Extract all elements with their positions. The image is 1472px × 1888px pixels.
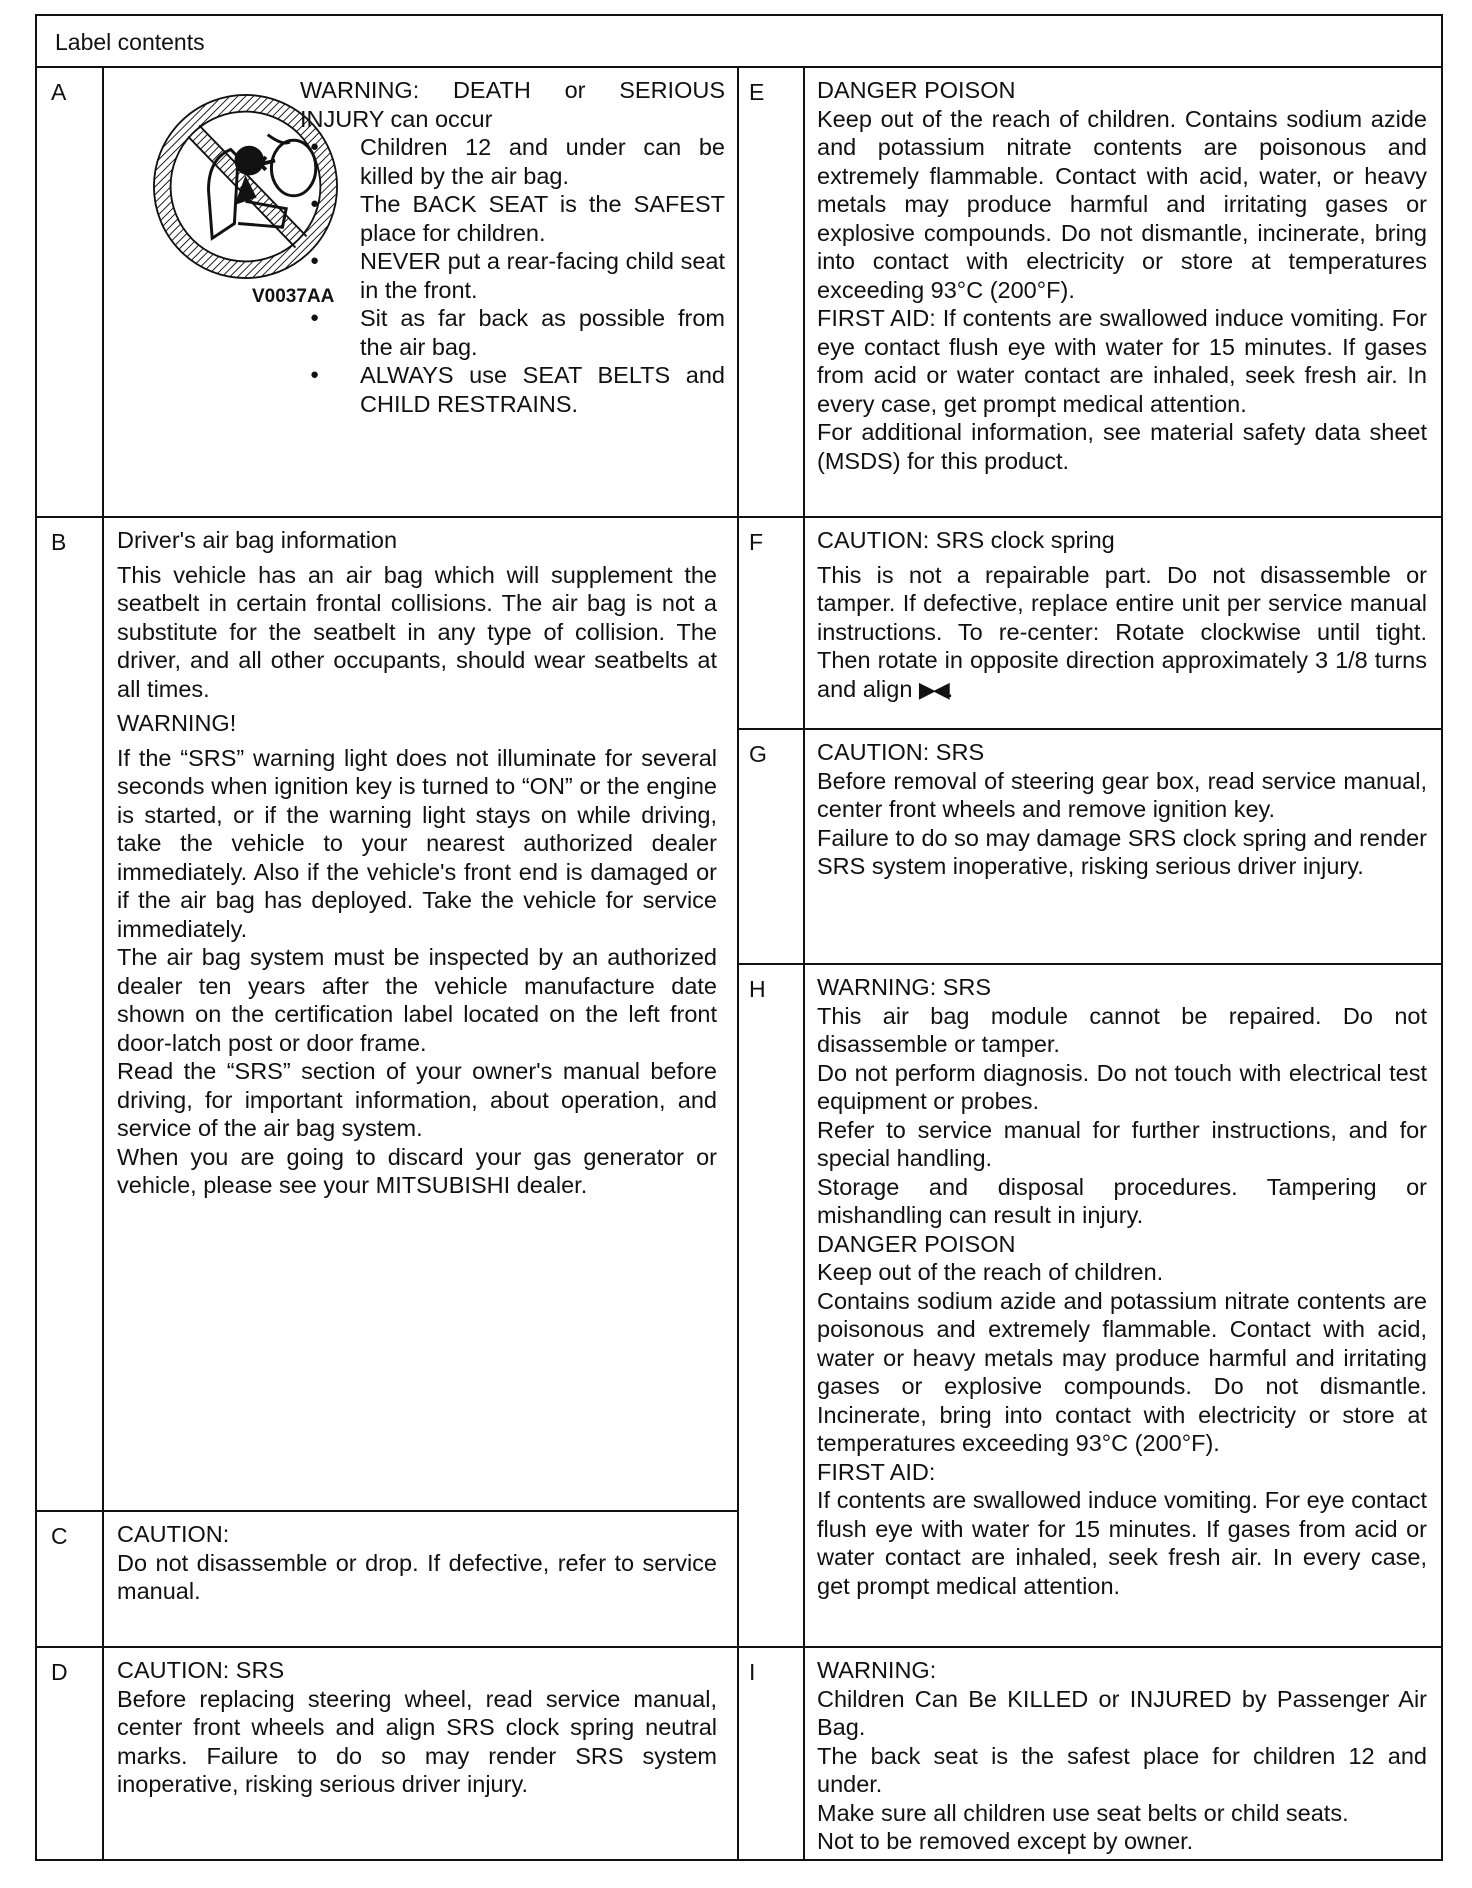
cell-b-paragraph: The air bag system must be inspected by an authorized dealer ten years after the vehicle manufacture date shown on the certification label located on the left front door-latch post or door frame. <box>117 944 717 1056</box>
cell-d-paragraph: Before replacing steering wheel, read service manual, center front wheels and align SRS clock spring neutral marks. Failure to do so may render SRS system inoperative, risking serious driver injury. <box>117 1685 717 1797</box>
cell-a-bullet-list <box>300 133 725 418</box>
cell-f-period: . <box>946 675 954 702</box>
cell-h-paragraph: Keep out of the reach of children. <box>817 1259 1164 1285</box>
cell-c-title: CAUTION: <box>117 1521 230 1547</box>
row-label-c: C <box>51 1523 68 1549</box>
cell-i-paragraph: The back seat is the safest place for children 12 and under. <box>817 1742 1427 1797</box>
cell-h-subtitle: DANGER POISON <box>817 1230 1016 1257</box>
cell-d-title: CAUTION: SRS <box>117 1657 285 1683</box>
cell-b <box>117 526 717 1200</box>
cell-g-paragraph: Before removal of steering gear box, read service manual, center front wheels and remove ignition key. <box>817 767 1427 822</box>
cell-b-paragraph: When you are going to discard your gas generator or vehicle, please see your MITSUBISHI dealer. <box>117 1143 717 1198</box>
cell-f-title: CAUTION: SRS clock spring <box>817 527 1115 553</box>
row-divider-f-g <box>737 728 1441 730</box>
cell-i <box>817 1656 1427 1856</box>
cell-e-paragraph: For additional information, see material safety data sheet (MSDS) for this product. <box>817 419 1427 474</box>
row-label-b: B <box>51 529 67 555</box>
align-mark-icon: ▶◀ <box>918 676 947 702</box>
cell-c-paragraph: Do not disassemble or drop. If defective, refer to service manual. <box>117 1549 717 1604</box>
cell-h-paragraph: If contents are swallowed induce vomiting. For eye contact flush eye with water for 15 minutes. If gases from acid or water contact are inhaled, seek fresh air. In every case, get prompt medical attention. <box>817 1487 1427 1599</box>
cell-g-paragraph: Failure to do so may damage SRS clock spring and render SRS system inoperative, risking serious driver injury. <box>817 824 1428 879</box>
row-label-d: D <box>51 1659 68 1685</box>
cell-h <box>817 973 1427 1600</box>
cell-b-warning: WARNING! <box>117 710 237 736</box>
cell-a-bullet: ● NEVER put a rear-facing child seat in the front. <box>300 247 725 304</box>
right-label-column-divider <box>803 66 805 1859</box>
cell-a-bullet: ● ALWAYS use SEAT BELTS and CHILD RESTRAINS. <box>300 361 725 418</box>
cell-d <box>117 1656 717 1799</box>
cell-e-paragraph: FIRST AID: If contents are swallowed induce vomiting. For eye contact flush eye with water for 15 minutes. If gases from acid or water contact are inhaled, seek fresh air. In every case, get prompt medical attention. <box>817 305 1427 417</box>
cell-b-title: Driver's air bag information <box>117 527 398 553</box>
cell-h-paragraph: Refer to service manual for further instructions, and for special handling. <box>817 1116 1427 1171</box>
cell-g <box>817 738 1427 881</box>
row-divider-g-h <box>737 963 1441 965</box>
left-label-column-divider <box>102 66 104 1859</box>
cell-a-bullet: ● The BACK SEAT is the SAFEST place for children. <box>300 190 725 247</box>
cell-a-title: WARNING: DEATH or SERIOUS INJURY can occur <box>300 77 725 132</box>
row-label-e: E <box>749 79 765 105</box>
cell-i-paragraph: Children Can Be KILLED or INJURED by Passenger Air Bag. <box>817 1685 1427 1740</box>
row-divider-b-c <box>37 1510 737 1512</box>
row-divider-c-d <box>37 1646 1441 1648</box>
header-divider <box>37 66 1441 68</box>
cell-f-paragraph <box>817 561 1427 705</box>
cell-b-paragraph: If the “SRS” warning light does not illuminate for several seconds when ignition key is turned to “ON” or the engine is started, or if the warning light stays on while driving, take the vehicle to your nearest authorized dealer immediately. Also if the vehicle's front end is damaged or if the air bag has deployed. Take the vehicle for service immediately. <box>117 744 717 942</box>
cell-a <box>300 76 725 418</box>
cell-e-title: DANGER POISON <box>817 77 1016 103</box>
cell-i-paragraph: Not to be removed except by owner. <box>817 1828 1194 1854</box>
cell-g-title: CAUTION: SRS <box>817 739 985 765</box>
table-header: Label contents <box>55 29 205 55</box>
cell-e <box>817 76 1427 475</box>
cell-e-paragraph: Keep out of the reach of children. Contains sodium azide and potassium nitrate contents are poisonous and extremely flammable. Contact with acid, water, or heavy metals may produce harmful and irritating gases or explosive compounds. Do not dismantle, incinerate, bring into contact with electricity or store at temperatures exceeding 93°C (200°F). <box>817 105 1427 303</box>
cell-b-paragraph: Read the “SRS” section of your owner's manual before driving, for important information, about operation, and service of the air bag system. <box>117 1058 717 1141</box>
row-label-i: I <box>749 1659 756 1685</box>
cell-i-paragraph: Make sure all children use seat belts or child seats. <box>817 1799 1349 1826</box>
cell-h-subtitle: FIRST AID: <box>817 1458 936 1485</box>
cell-c <box>117 1520 717 1606</box>
cell-b-paragraph: This vehicle has an air bag which will supplement the seatbelt in certain frontal collisions. The air bag is not a substitute for the seatbelt in any type of collision. The driver, and all other occupants, should wear seatbelts at all times. <box>117 561 717 702</box>
row-label-h: H <box>749 976 766 1002</box>
row-label-g: G <box>749 741 767 767</box>
row-divider-ab-ef <box>37 516 1441 518</box>
cell-h-paragraph: Storage and disposal procedures. Tampering or mishandling can result in injury. <box>817 1173 1427 1228</box>
label-contents-table <box>35 14 1443 1861</box>
cell-f-text: This is not a repairable part. Do not disassemble or tamper. If defective, replace entire unit per service manual instructions. To re-center: Rotate clockwise until tight. Then rotate in opposite direction approximately 3 1/8 turns and align <box>817 561 1427 702</box>
cell-h-paragraph: This air bag module cannot be repaired. Do not disassemble or tamper. <box>817 1002 1427 1057</box>
cell-h-paragraph: Contains sodium azide and potassium nitrate contents are poisonous and extremely flammable. Contact with acid, water or heavy metals may produce harmful and irritating gases or explosive compounds. Do not dismantle. Incinerate, bring into contact with electricity or store at temperatures exceeding 93°C (200°F). <box>817 1287 1427 1456</box>
cell-i-title: WARNING: <box>817 1657 937 1683</box>
cell-a-bullet: ● Sit as far back as possible from the air bag. <box>300 304 725 361</box>
row-label-a: A <box>51 79 67 105</box>
cell-h-title: WARNING: SRS <box>817 974 992 1000</box>
label-code: V0037AA <box>252 286 335 307</box>
row-label-f: F <box>749 529 764 555</box>
center-column-divider <box>737 66 739 1859</box>
cell-f <box>817 526 1427 704</box>
cell-a-bullet: ● Children 12 and under can be killed by the air bag. <box>300 133 725 190</box>
cell-h-paragraph: Do not perform diagnosis. Do not touch with electrical test equipment or probes. <box>817 1059 1427 1114</box>
